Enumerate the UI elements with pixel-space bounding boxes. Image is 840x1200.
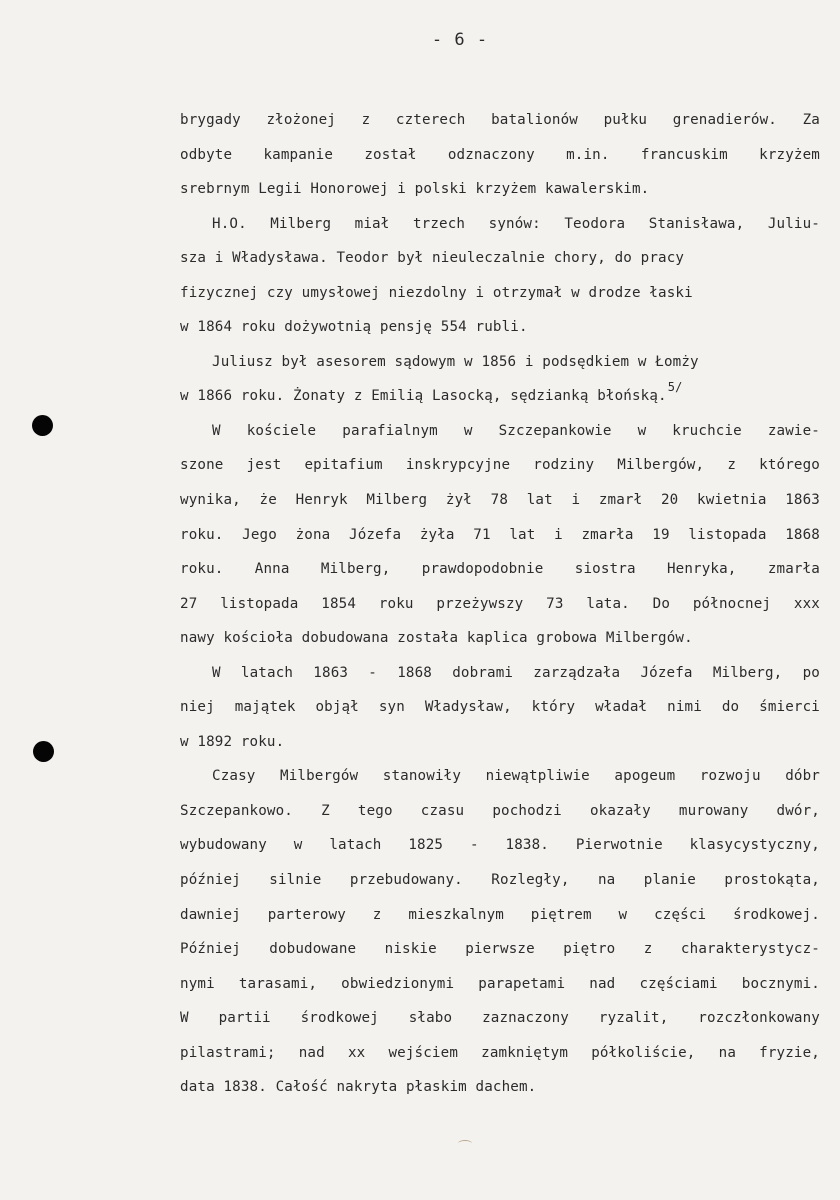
text-line-content: 27 listopada 1854 roku przeżywszy 73 lata. Do północnej xxx [180, 595, 820, 612]
text-line [180, 172, 820, 207]
text-line [180, 414, 820, 449]
text-line-content: Szczepankowo. Z tego czasu pochodzi okazały murowany dwór, [180, 802, 820, 819]
text-line [180, 1001, 820, 1036]
text-line-content: niej majątek objął syn Władysław, który władał nimi do śmierci [180, 699, 820, 716]
text-line-content: Później dobudowane niskie pierwsze piętro z charakterystycz- [180, 941, 820, 958]
body-text [180, 103, 820, 1105]
text-line [180, 1070, 820, 1105]
text-line [180, 483, 820, 518]
text-line [180, 448, 820, 483]
text-line [180, 932, 820, 967]
text-line-content: W latach 1863 - 1868 dobrami zarządzała Józefa Milberg, po [212, 664, 820, 681]
text-line-content: data 1838. Całość nakryta płaskim dachem. [180, 1079, 537, 1096]
text-line [180, 828, 820, 863]
text-line-content: roku. Jego żona Józefa żyła 71 lat i zmarła 19 listopada 1868 [180, 526, 820, 543]
text-line-content: H.O. Milberg miał trzech synów: Teodora Stanisława, Juliu- [212, 215, 820, 232]
text-line-content: wynika, że Henryk Milberg żył 78 lat i zmarł 20 kwietnia 1863 [180, 492, 820, 509]
text-line-content: nawy kościoła dobudowana została kaplica grobowa Milbergów. [180, 630, 693, 647]
text-line [180, 518, 820, 553]
text-line-content: Juliusz był asesorem sądowym w 1856 i podsędkiem w Łomży [212, 353, 699, 370]
text-line [180, 656, 820, 691]
text-line-content: srebrnym Legii Honorowej i polski krzyżem kawalerskim. [180, 181, 650, 198]
text-line [180, 863, 820, 898]
text-line [180, 898, 820, 933]
stray-mark [458, 1140, 472, 1147]
text-line-content: pilastrami; nad xx wejściem zamkniętym półkoliście, na fryzie, [180, 1044, 820, 1061]
text-line-content: odbyte kampanie został odznaczony m.in. francuskim krzyżem [180, 146, 820, 163]
text-line-content: roku. Anna Milberg, prawdopodobnie siostra Henryka, zmarła [180, 561, 820, 578]
text-line [180, 310, 820, 345]
text-line-content: później silnie przebudowany. Rozległy, na planie prostokąta, [180, 872, 820, 889]
text-line-content: w 1864 roku dożywotnią pensję 554 rubli. [180, 319, 528, 336]
punch-hole [33, 741, 54, 762]
punch-hole [32, 415, 53, 436]
text-line-content: w 1892 roku. [180, 733, 285, 750]
text-line [180, 276, 820, 311]
text-line-content: W partii środkowej słabo zaznaczony ryzalit, rozczłonkowany [180, 1010, 820, 1027]
text-line-content: nymi tarasami, obwiedzionymi parapetami nad częściami bocznymi. [180, 975, 820, 992]
text-line [180, 241, 820, 276]
text-line-content: w 1866 roku. Żonaty z Emilią Lasocką, sędzianką błońską. [180, 388, 667, 405]
page-number: - 6 - [431, 30, 489, 50]
text-line-content: szone jest epitafium inskrypcyjne rodziny Milbergów, z którego [180, 457, 820, 474]
text-line-content: dawniej parterowy z mieszkalnym piętrem w części środkowej. [180, 906, 820, 923]
text-line [180, 138, 820, 173]
text-line-content: sza i Władysława. Teodor był nieuleczalnie chory, do pracy [180, 250, 685, 267]
text-line [180, 207, 820, 242]
text-line-content: fizycznej czy umysłowej niezdolny i otrzymał w drodze łaski [180, 284, 693, 301]
text-line [180, 379, 820, 414]
text-line-content: brygady złożonej z czterech batalionów pułku grenadierów. Za [180, 112, 820, 128]
footnote-marker: 5/ [667, 380, 683, 395]
text-line [180, 759, 820, 794]
text-line [180, 345, 820, 380]
text-line [180, 587, 820, 622]
text-line [180, 725, 820, 760]
text-line-content: wybudowany w latach 1825 - 1838. Pierwotnie klasycystyczny, [180, 837, 820, 854]
text-line-content: W kościele parafialnym w Szczepankowie w kruchcie zawie- [212, 422, 820, 439]
text-line [180, 967, 820, 1002]
text-line-content: Czasy Milbergów stanowiły niewątpliwie apogeum rozwoju dóbr [212, 768, 820, 785]
text-line [180, 1036, 820, 1071]
text-line [180, 794, 820, 829]
text-line [180, 552, 820, 587]
text-line [180, 621, 820, 656]
text-line [180, 103, 820, 138]
text-line [180, 690, 820, 725]
